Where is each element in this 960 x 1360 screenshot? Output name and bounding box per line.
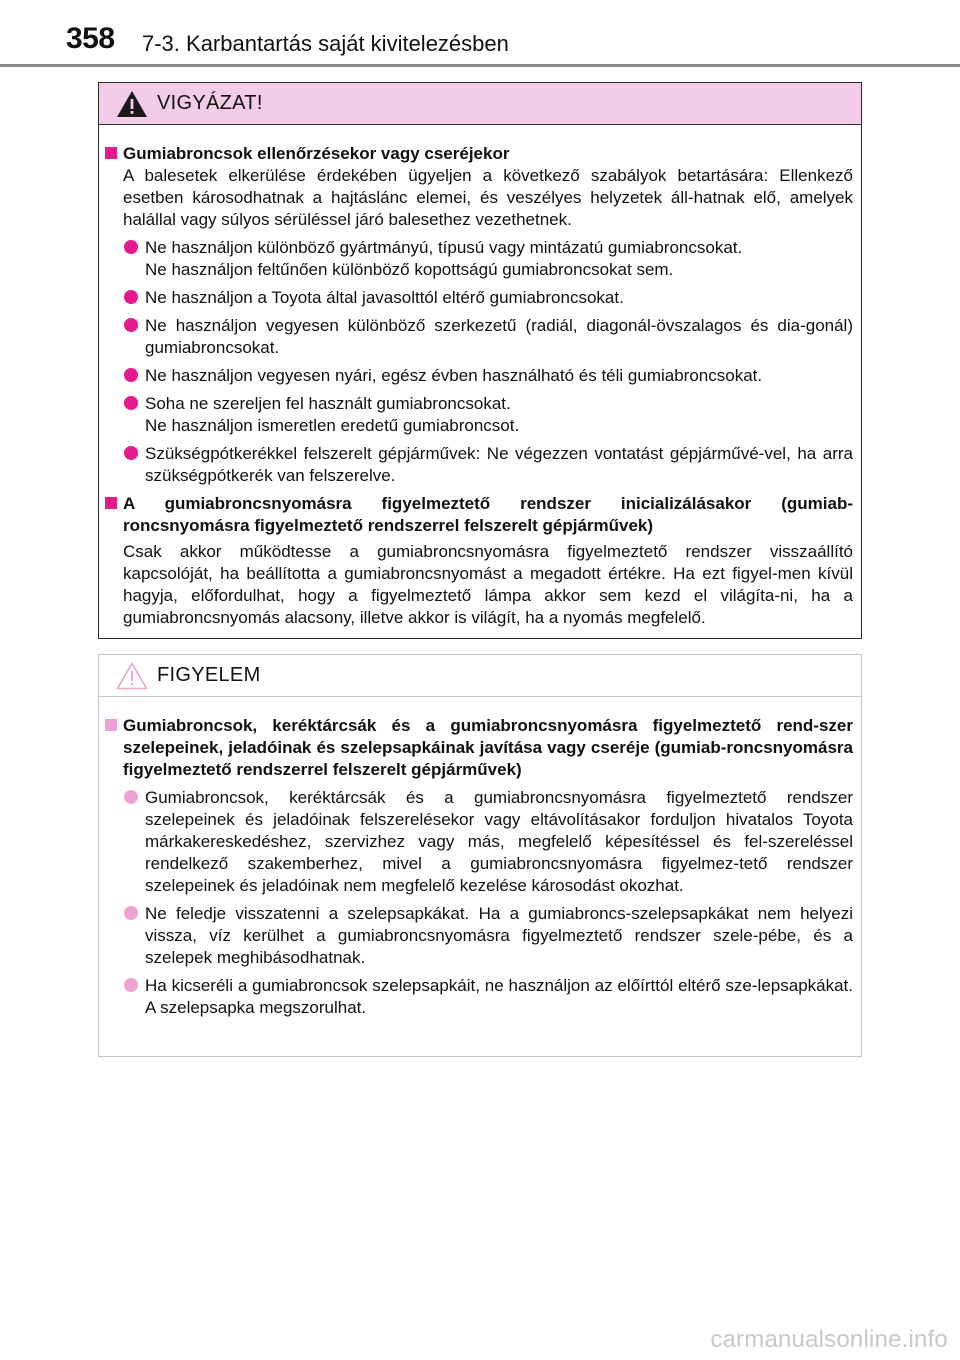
list-item: Ne használjon a Toyota által javasolttól eltérő gumiabroncsokat. bbox=[123, 287, 853, 309]
caution-box-body bbox=[99, 697, 861, 1019]
warning-box-body bbox=[99, 125, 861, 629]
watermark: carmanualsonline.info bbox=[710, 1326, 948, 1353]
warning-box-title: VIGYÁZAT! bbox=[157, 92, 263, 114]
bullet-dot bbox=[124, 790, 138, 804]
list-item: Szükségpótkerékkel felszerelt gépjárművek: Ne végezzen vontatást gépjárművé-vel, ha arra szükségpótkerék van felszerelve. bbox=[123, 443, 853, 487]
bullet-dot bbox=[124, 446, 138, 460]
caution-box bbox=[98, 654, 862, 1057]
bullet-dot bbox=[124, 240, 138, 254]
section-square-marker bbox=[105, 497, 117, 509]
list-item: Ha kicseréli a gumiabroncsok szelepsapkáit, ne használjon az előírttól eltérő sze-lepsapkákat. A szelepsapka megszorulhat. bbox=[123, 975, 853, 1019]
list-item: Ne használjon vegyesen különböző szerkezetű (radiál, diagonál-övszalagos és dia-gonál) gumiabroncsokat. bbox=[123, 315, 853, 359]
caution-box-header bbox=[99, 655, 861, 697]
list-item: Gumiabroncsok, keréktárcsák és a gumiabroncsnyomásra figyelmeztető rendszer szelepeinek és jeladóinak felszerelésekor vagy eltávolításakor forduljon hivatalos Toyota márkakereskedéshez, szervizhez vagy más, megfelelő képesítéssel és fel-szereléssel rendelkező szakemberhez, mivel a gumiabroncsnyomásra figyelmez-tető rendszer szelepeinek és jeladóinak nem megfelelő kezelése károsodást okozhat. bbox=[123, 787, 853, 897]
bullet-dot bbox=[124, 290, 138, 304]
section-square-marker bbox=[105, 147, 117, 159]
warning-section-tpms-body: Csak akkor működtesse a gumiabroncsnyomásra figyelmeztető rendszer visszaállító kapcsolóját, ha beállította a gumiabroncsnyomást a megadott értékre. Ha ezt figyel-men kívül hagyja, előfordulhat, hogy a figyelmeztető lámpa akkor sem kezd el világíta-ni, ha a gumiabroncsnyomás alacsony, illetve akkor is világít, ha a nyomás megfelelő. bbox=[123, 542, 853, 627]
warning-section-tires-intro: A balesetek elkerülése érdekében ügyeljen a következő szabályok betartására: Ellenkező esetben károsodhatnak a hajtáslánc elemei, és veszélyes helyzetek áll-hatnak elő, amelyek halállal vagy súlyos sérüléssel járó balesethez vezethetnek. bbox=[123, 166, 853, 229]
list-item: Ne feledje visszatenni a szelepsapkákat. Ha a gumiabroncs-szelepsapkákat nem helyezi vissza, víz kerülhet a gumiabroncsnyomásra figyelmeztető rendszer szele-pébe, és a szelepek meghibásodhatnak. bbox=[123, 903, 853, 969]
warning-section-tires-title: Gumiabroncsok ellenőrzésekor vagy cseréjekor bbox=[123, 144, 510, 163]
caution-box-title: FIGYELEM bbox=[157, 664, 261, 686]
list-item: Soha ne szereljen fel használt gumiabroncsokat. Ne használjon ismeretlen eredetű gumiabroncsot. bbox=[123, 393, 853, 437]
header-divider bbox=[0, 64, 960, 67]
page-number: 358 bbox=[66, 22, 115, 55]
warning-box bbox=[98, 82, 862, 639]
section-square-marker bbox=[105, 719, 117, 731]
caution-section-repair-title: Gumiabroncsok, keréktárcsák és a gumiabroncsnyomásra figyelmeztető rend-szer szelepeinek, jeladóinak és szelepsapkáinak javítása vagy cseréje (gumiab-roncsnyomásra figyelmeztető rendszerrel felszerelt gépjárművek) bbox=[123, 716, 853, 779]
list-item: Ne használjon különböző gyártmányú, típusú vagy mintázatú gumiabroncsokat. Ne használjon feltűnően különböző kopottságú gumiabroncsokat sem. bbox=[123, 237, 853, 281]
warning-triangle-icon bbox=[115, 89, 149, 119]
warning-box-header bbox=[99, 83, 861, 125]
caution-section-repair bbox=[105, 715, 853, 1019]
warning-section-tpms-title: A gumiabroncsnyomásra figyelmeztető rendszer inicializálásakor (gumiab-roncsnyomásra figyelmeztető rendszerrel felszerelt gépjárművek) bbox=[123, 494, 853, 535]
bullet-dot bbox=[124, 396, 138, 410]
list-item: Ne használjon vegyesen nyári, egész évben használható és téli gumiabroncsokat. bbox=[123, 365, 853, 387]
warning-section-tires bbox=[105, 143, 853, 487]
section-title: 7-3. Karbantartás saját kivitelezésben bbox=[142, 31, 509, 56]
bullet-dot bbox=[124, 318, 138, 332]
bullet-dot bbox=[124, 368, 138, 382]
bullet-dot bbox=[124, 978, 138, 992]
page-header bbox=[0, 0, 960, 70]
warning-section-tpms bbox=[105, 493, 853, 629]
caution-triangle-icon bbox=[115, 661, 149, 691]
bullet-dot bbox=[124, 906, 138, 920]
